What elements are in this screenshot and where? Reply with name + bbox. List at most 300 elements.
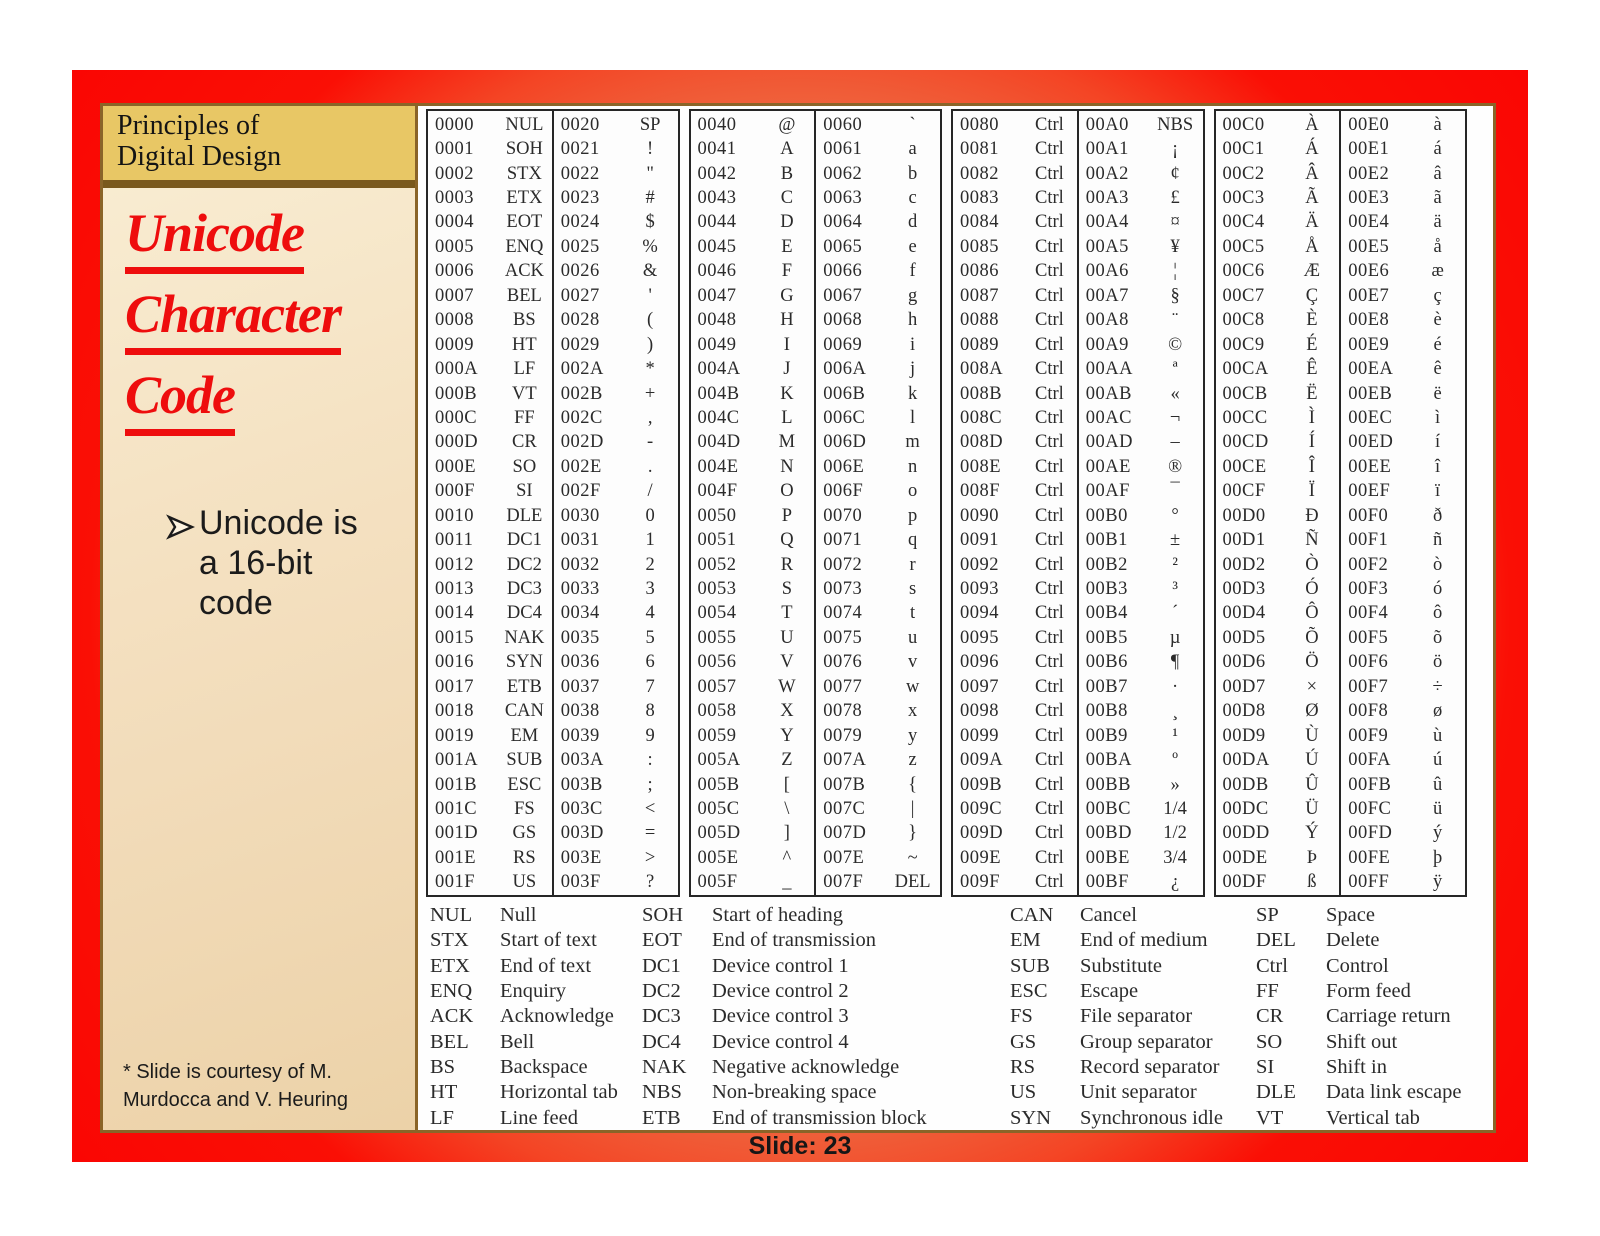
char-code: 0014 (435, 603, 474, 624)
legend-abbr: DC1 (642, 954, 681, 977)
table-row (691, 382, 815, 406)
char-glyph: ô (1433, 603, 1443, 624)
char-glyph: SP (639, 114, 661, 135)
legend-meaning: Line feed (500, 1106, 578, 1129)
char-code: 00EE (1348, 456, 1392, 477)
char-code: 0055 (697, 627, 737, 648)
char-glyph: ì (1435, 407, 1441, 428)
table-row (428, 675, 552, 699)
char-code: 0009 (435, 334, 474, 355)
char-code: 004B (697, 383, 740, 404)
legend-meaning: Record separator (1080, 1055, 1220, 1078)
char-code: 0042 (697, 163, 737, 184)
char-code: 0090 (960, 505, 999, 526)
table-row (1341, 186, 1465, 210)
table-row (1079, 113, 1203, 137)
legend-entry (1010, 928, 1256, 953)
table-row (953, 504, 1077, 528)
char-glyph: N (780, 456, 794, 477)
table-row (691, 528, 815, 552)
table-row (1216, 137, 1340, 161)
legend-entry (1256, 1004, 1487, 1029)
char-code: 0097 (960, 676, 999, 697)
char-glyph: ® (1168, 456, 1183, 477)
char-glyph: G (780, 285, 794, 306)
char-code: 008A (960, 359, 1004, 380)
table-row (428, 284, 552, 308)
char-code: 00AA (1085, 359, 1133, 380)
table-row (691, 822, 815, 846)
char-glyph: Z (781, 750, 793, 771)
table-row (691, 773, 815, 797)
char-code: 0043 (697, 188, 737, 209)
legend-meaning: File separator (1080, 1005, 1193, 1028)
legend-abbr: EOT (642, 929, 682, 952)
char-code: 00ED (1348, 432, 1394, 453)
table-row (554, 235, 678, 259)
char-code: 0053 (697, 579, 737, 600)
char-code: 0096 (960, 652, 999, 673)
char-code: 00A8 (1085, 310, 1129, 331)
table-row (953, 626, 1077, 650)
bullet-text: Unicode is a 16-bit code (199, 503, 358, 622)
char-glyph: t (910, 603, 916, 624)
table-row (1216, 528, 1340, 552)
legend-meaning: Group separator (1080, 1030, 1213, 1053)
char-glyph: \ (784, 798, 790, 819)
table-row (554, 162, 678, 186)
char-glyph: · (1172, 676, 1179, 697)
char-glyph: ¯ (1170, 481, 1180, 502)
table-row (1216, 186, 1340, 210)
legend-entry (430, 903, 642, 928)
table-row (1216, 577, 1340, 601)
char-glyph: e (908, 236, 917, 257)
legend-entry (430, 1055, 642, 1080)
char-code: 008B (960, 383, 1003, 404)
char-glyph: Í (1308, 432, 1315, 453)
legend-abbr: RS (1010, 1055, 1036, 1078)
char-code: 0049 (697, 334, 737, 355)
char-glyph: È (1306, 310, 1318, 331)
char-code: 00E2 (1348, 163, 1390, 184)
sidebar (103, 106, 418, 1130)
table-row (691, 504, 815, 528)
table-row (816, 724, 940, 748)
table-row (428, 113, 552, 137)
table-row (953, 822, 1077, 846)
table-row (554, 284, 678, 308)
table-row (953, 773, 1077, 797)
legend-column (1010, 903, 1256, 1130)
table-row (1341, 431, 1465, 455)
char-code: 008F (960, 481, 1001, 502)
char-code: 004D (697, 432, 741, 453)
char-code: 0076 (823, 652, 863, 673)
char-glyph: ¨ (1172, 310, 1179, 331)
char-code: 004E (697, 456, 739, 477)
char-code: 0056 (697, 652, 737, 673)
table-row (1079, 602, 1203, 626)
table-row (953, 357, 1077, 381)
char-code: 008E (960, 456, 1002, 477)
char-code: 0064 (823, 212, 863, 233)
char-glyph: ³ (1172, 579, 1178, 600)
char-code: 0051 (697, 530, 737, 551)
table-row (1216, 235, 1340, 259)
char-glyph: Ctrl (1034, 456, 1064, 477)
char-glyph: y (908, 725, 918, 746)
char-glyph: ð (1433, 505, 1443, 526)
char-glyph: ä (1433, 212, 1442, 233)
char-code: 00D4 (1222, 603, 1266, 624)
char-glyph: p (908, 505, 918, 526)
char-glyph: Æ (1303, 261, 1321, 282)
table-row (1079, 700, 1203, 724)
table-row (1079, 871, 1203, 895)
char-code: 009D (960, 823, 1004, 844)
table-row (554, 382, 678, 406)
legend-entry (1256, 979, 1487, 1004)
table-row (428, 480, 552, 504)
table-row (953, 382, 1077, 406)
char-glyph: x (908, 701, 918, 722)
legend-abbr: FF (1256, 980, 1279, 1003)
char-glyph: Ctrl (1034, 627, 1064, 648)
char-glyph: 3 (645, 579, 655, 600)
table-row (428, 357, 552, 381)
legend-entry (1256, 928, 1487, 953)
char-code: 00CD (1222, 432, 1269, 453)
table-row (1341, 822, 1465, 846)
legend-meaning: Shift out (1326, 1030, 1398, 1053)
table-row (1079, 186, 1203, 210)
legend-abbr: BS (430, 1055, 456, 1078)
table-row (816, 137, 940, 161)
table-row (428, 822, 552, 846)
char-glyph: P (781, 505, 793, 526)
table-row (1341, 357, 1465, 381)
char-code: 0033 (560, 579, 600, 600)
table-row (1216, 675, 1340, 699)
table-row (816, 553, 940, 577)
char-glyph: Ctrl (1034, 188, 1064, 209)
table-row (953, 309, 1077, 333)
char-glyph: BS (513, 310, 536, 331)
char-glyph: ¹ (1172, 725, 1178, 746)
char-code: 00DF (1222, 872, 1267, 893)
table-row (428, 235, 552, 259)
legend-meaning: Negative acknowledge (712, 1055, 900, 1078)
table-row (428, 700, 552, 724)
char-glyph: US (512, 872, 537, 893)
table-row (554, 504, 678, 528)
char-code: 00D5 (1222, 627, 1266, 648)
char-glyph: DC4 (506, 603, 542, 624)
table-row (816, 357, 940, 381)
table-row (1216, 113, 1340, 137)
char-glyph: ESC (507, 774, 542, 795)
table-row (816, 602, 940, 626)
legend-meaning: Device control 2 (712, 980, 849, 1003)
table-row (1216, 846, 1340, 870)
legend-meaning: End of text (500, 954, 592, 977)
char-glyph: ¥ (1170, 236, 1180, 257)
char-code: 00CB (1222, 383, 1268, 404)
presentation-slide (72, 70, 1528, 1162)
char-code: 0095 (960, 627, 999, 648)
char-glyph: ² (1172, 554, 1178, 575)
char-code: 0013 (435, 579, 474, 600)
legend-entry (430, 1004, 642, 1029)
char-glyph: « (1170, 383, 1180, 404)
char-code: 0007 (435, 285, 474, 306)
char-glyph: , (647, 407, 653, 428)
legend-abbr: DC2 (642, 980, 681, 1003)
table-row (1341, 211, 1465, 235)
char-glyph: o (908, 481, 918, 502)
char-glyph: à (1433, 114, 1442, 135)
char-code: 00FE (1348, 847, 1391, 868)
char-glyph: U (780, 627, 794, 648)
char-glyph: Ú (1305, 750, 1319, 771)
table-row (1079, 504, 1203, 528)
legend-column (1256, 903, 1487, 1130)
legend-meaning: Unit separator (1080, 1081, 1197, 1104)
char-code: 006B (823, 383, 866, 404)
char-code: 00EF (1348, 481, 1391, 502)
table-row (1216, 748, 1340, 772)
legend-meaning: Device control 1 (712, 954, 849, 977)
char-glyph: NAK (504, 627, 545, 648)
char-glyph: ¢ (1170, 163, 1180, 184)
char-code: 00B3 (1085, 579, 1128, 600)
char-glyph: Ì (1308, 407, 1315, 428)
char-glyph: ß (1307, 872, 1317, 893)
slide-title-line2: Character (125, 287, 341, 355)
char-code: 0000 (435, 114, 474, 135)
legend-abbr: BEL (430, 1030, 469, 1053)
char-code: 0063 (823, 188, 863, 209)
char-code: 00BE (1085, 847, 1130, 868)
table-row (1216, 871, 1340, 895)
legend-meaning: Null (500, 904, 537, 927)
char-glyph: Ë (1306, 383, 1318, 404)
table-row (1216, 504, 1340, 528)
char-glyph: Å (1305, 236, 1319, 257)
table-row (1341, 553, 1465, 577)
char-code: 00E6 (1348, 261, 1390, 282)
char-code: 00A6 (1085, 261, 1129, 282)
char-code: 00F8 (1348, 701, 1389, 722)
table-row (1216, 357, 1340, 381)
char-glyph: J (783, 359, 791, 380)
char-glyph: ETB (506, 676, 542, 697)
char-code: 0027 (560, 285, 600, 306)
table-row (1341, 846, 1465, 870)
char-code: 0091 (960, 530, 999, 551)
char-table-column (552, 111, 678, 895)
char-glyph: Î (1308, 456, 1315, 477)
char-glyph: Ctrl (1034, 505, 1064, 526)
char-code: 00BB (1085, 774, 1131, 795)
table-row (554, 675, 678, 699)
table-row (428, 406, 552, 430)
table-row (1216, 455, 1340, 479)
table-row (816, 309, 940, 333)
legend-meaning: Escape (1080, 980, 1139, 1003)
char-code: 00CA (1222, 359, 1269, 380)
char-code: 0089 (960, 334, 999, 355)
char-code: 0017 (435, 676, 474, 697)
table-row (953, 137, 1077, 161)
legend-meaning: Delete (1326, 929, 1380, 952)
table-row (554, 333, 678, 357)
table-row (1216, 773, 1340, 797)
char-glyph: HT (512, 334, 537, 355)
char-glyph: ( (647, 310, 654, 331)
table-row (428, 260, 552, 284)
legend-abbr: DC3 (642, 1005, 681, 1028)
char-code: 00AB (1085, 383, 1132, 404)
table-row (1341, 675, 1465, 699)
char-glyph: ' (648, 285, 652, 306)
char-glyph: ã (1433, 188, 1442, 209)
char-code: 0094 (960, 603, 999, 624)
char-glyph: f (909, 261, 916, 282)
char-glyph: 1 (645, 530, 655, 551)
char-code: 007D (823, 823, 867, 844)
char-glyph: ? (646, 872, 655, 893)
char-code: 00AF (1085, 481, 1130, 502)
char-glyph: u (908, 627, 918, 648)
legend-abbr: SP (1256, 904, 1279, 927)
char-code: 00C0 (1222, 114, 1265, 135)
table-row (816, 528, 940, 552)
table-row (1079, 797, 1203, 821)
char-glyph: æ (1431, 261, 1444, 282)
table-row (953, 528, 1077, 552)
char-code: 00F1 (1348, 530, 1389, 551)
table-row (953, 480, 1077, 504)
legend-abbr: SUB (1010, 954, 1050, 977)
table-row (1079, 528, 1203, 552)
char-glyph: Ctrl (1034, 139, 1064, 160)
legend-entry (1256, 1080, 1487, 1105)
table-row (953, 211, 1077, 235)
legend-abbr: DC4 (642, 1030, 681, 1053)
char-glyph: [ (783, 774, 790, 795)
char-code: 0098 (960, 701, 999, 722)
char-glyph: $ (645, 212, 655, 233)
char-code: 0034 (560, 603, 600, 624)
table-row (691, 406, 815, 430)
char-code: 0036 (560, 652, 600, 673)
char-glyph: 5 (645, 627, 655, 648)
char-code: 0054 (697, 603, 737, 624)
legend-meaning: Horizontal tab (500, 1081, 618, 1104)
char-code: 00F4 (1348, 603, 1389, 624)
char-glyph: ÿ (1433, 872, 1443, 893)
char-glyph: ¡ (1172, 139, 1179, 160)
char-glyph: q (908, 530, 918, 551)
char-glyph: ° (1171, 505, 1179, 526)
table-row (554, 260, 678, 284)
legend-abbr: LF (430, 1106, 454, 1129)
table-row (953, 284, 1077, 308)
char-code: 0086 (960, 261, 999, 282)
table-row (1341, 406, 1465, 430)
char-glyph: Ctrl (1034, 261, 1064, 282)
char-code: 0035 (560, 627, 600, 648)
char-glyph: þ (1433, 847, 1443, 868)
char-code: 0068 (823, 310, 863, 331)
char-code: 009B (960, 774, 1003, 795)
char-table-box (426, 109, 680, 897)
table-row (816, 773, 940, 797)
char-code: 00D9 (1222, 725, 1266, 746)
table-row (691, 357, 815, 381)
char-code: 0044 (697, 212, 737, 233)
char-code: 0065 (823, 236, 863, 257)
legend-entry (642, 1029, 1010, 1054)
char-glyph: ` (909, 114, 916, 135)
char-code: 0032 (560, 554, 600, 575)
table-row (1079, 773, 1203, 797)
char-code: 005B (697, 774, 740, 795)
char-code: 0037 (560, 676, 600, 697)
char-code: 0079 (823, 725, 863, 746)
char-glyph: 1/4 (1163, 798, 1187, 819)
table-row (953, 724, 1077, 748)
char-glyph: × (1306, 676, 1318, 697)
table-row (554, 455, 678, 479)
legend-column (642, 903, 1010, 1130)
char-glyph: * (645, 359, 655, 380)
table-row (1216, 211, 1340, 235)
legend-abbr: CR (1256, 1005, 1284, 1028)
table-row (428, 577, 552, 601)
char-code: 00E4 (1348, 212, 1390, 233)
char-table-column (1216, 111, 1340, 895)
bullet-item (165, 503, 415, 623)
char-code: 00AD (1085, 432, 1133, 453)
table-row (691, 333, 815, 357)
char-glyph: DC3 (506, 579, 542, 600)
char-glyph: Y (780, 725, 794, 746)
table-row (554, 748, 678, 772)
table-row (953, 455, 1077, 479)
char-code: 003D (560, 823, 604, 844)
char-code: 005F (697, 872, 738, 893)
char-code: 0052 (697, 554, 737, 575)
legend-entry (1010, 954, 1256, 979)
table-row (1216, 162, 1340, 186)
legend-abbr: US (1010, 1081, 1037, 1104)
char-code: 00A5 (1085, 236, 1129, 257)
char-glyph: Ctrl (1034, 310, 1064, 331)
char-code: 00F3 (1348, 579, 1389, 600)
table-row (1341, 626, 1465, 650)
char-code: 0008 (435, 310, 474, 331)
char-code: 00B5 (1085, 627, 1128, 648)
char-code: 00C2 (1222, 163, 1265, 184)
char-code: 001F (435, 872, 476, 893)
table-row (1341, 333, 1465, 357)
char-code: 0050 (697, 505, 737, 526)
legend-abbr: CAN (1010, 904, 1054, 927)
table-row (953, 577, 1077, 601)
